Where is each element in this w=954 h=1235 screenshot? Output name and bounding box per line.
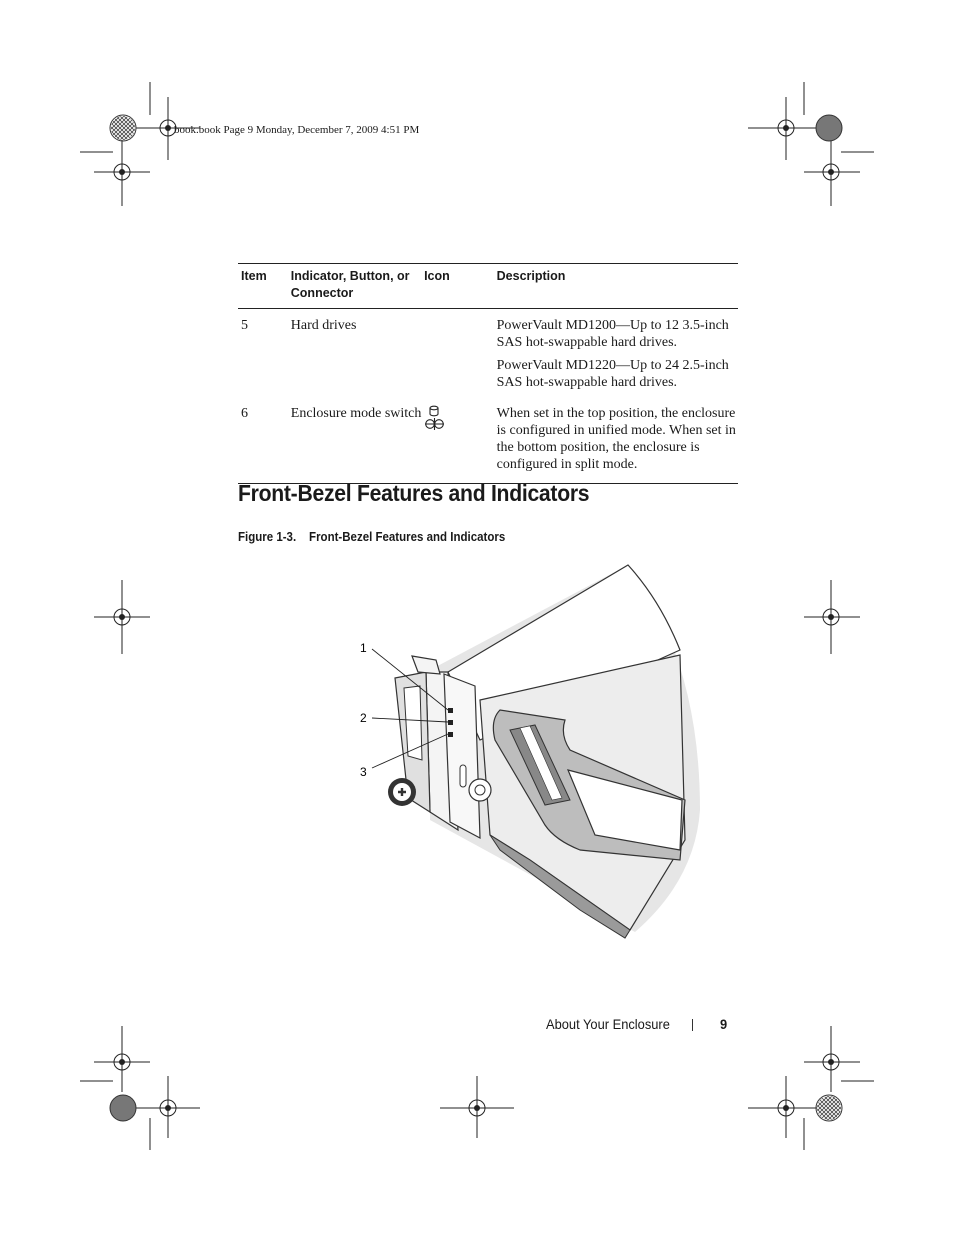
front-bezel-illustration — [340, 560, 700, 940]
row-icon-cell — [424, 309, 497, 398]
col-description: Description — [496, 269, 566, 283]
spec-table — [238, 263, 738, 484]
row-item-number: 6 — [241, 406, 248, 421]
row-description — [497, 397, 738, 484]
callout-1: 1 — [360, 641, 367, 655]
row-name: Enclosure mode switch — [290, 406, 422, 421]
col-icon: Icon — [424, 269, 450, 283]
enclosure-mode-icon — [425, 405, 451, 431]
figure-caption — [238, 530, 505, 544]
page-number: 9 — [720, 1016, 728, 1032]
print-header: book.book Page 9 Monday, December 7, 2009 4:51 PM — [174, 124, 420, 136]
row-icon-cell — [424, 397, 497, 484]
table-row — [238, 397, 738, 484]
row-item-number: 5 — [241, 318, 248, 333]
description-paragraph: PowerVault MD1200—Up to 12 3.5-inch SAS hot-swappable hard drives. — [496, 318, 729, 350]
callout-2: 2 — [360, 711, 367, 725]
figure-label: Figure 1-3. — [238, 530, 297, 544]
description-paragraph: When set in the top position, the enclosure is configured in unified mode. When set in the bottom position, the enclosure is configured in split mode. — [496, 406, 736, 472]
col-indicator: Indicator, Button, or Connector — [290, 269, 410, 300]
footer-chapter: About Your Enclosure — [546, 1016, 670, 1032]
footer-separator — [692, 1019, 693, 1031]
section-title: Front-Bezel Features and Indicators — [238, 480, 590, 506]
description-paragraph: PowerVault MD1220—Up to 24 2.5-inch SAS hot-swappable hard drives. — [496, 358, 729, 390]
row-description — [497, 309, 738, 398]
callout-3: 3 — [360, 765, 367, 779]
col-item: Item — [241, 269, 267, 283]
figure-caption-text: Front-Bezel Features and Indicators — [309, 530, 506, 544]
row-name: Hard drives — [290, 318, 357, 333]
table-row — [238, 309, 738, 398]
table-header-row — [238, 264, 738, 309]
